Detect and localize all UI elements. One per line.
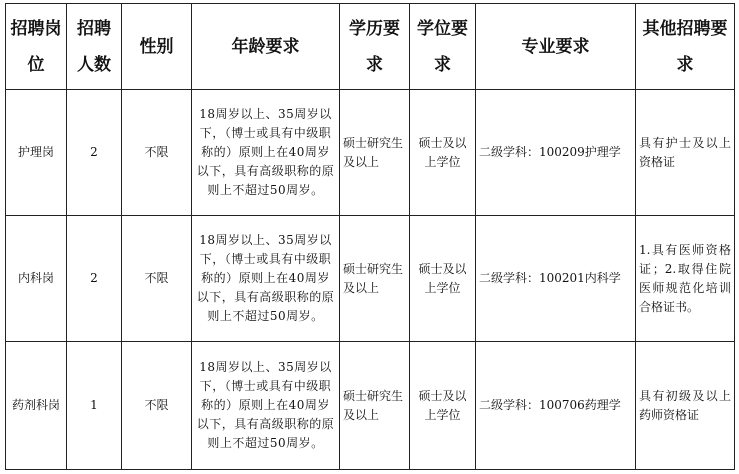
cell-gender: 不限 xyxy=(122,216,192,342)
table-row xyxy=(6,90,735,216)
header-count: 招聘人数 xyxy=(67,4,122,90)
cell-degree: 硕士及以上学位 xyxy=(410,342,476,470)
cell-post: 护理岗 xyxy=(6,90,67,216)
cell-count: 1 xyxy=(67,342,122,470)
cell-degree: 硕士及以上学位 xyxy=(410,216,476,342)
header-major: 专业要求 xyxy=(476,4,636,90)
cell-education: 硕士研究生及以上 xyxy=(340,342,410,470)
header-other: 其他招聘要求 xyxy=(636,4,735,90)
cell-gender: 不限 xyxy=(122,342,192,470)
cell-age: 18周岁以上、35周岁以下，（博士或具有中级职称的）原则上在40周岁以下，具有高级职称的原则上不超过50周岁。 xyxy=(192,342,340,470)
cell-gender: 不限 xyxy=(122,90,192,216)
header-gender: 性别 xyxy=(122,4,192,90)
cell-count: 2 xyxy=(67,90,122,216)
cell-other: 具有初级及以上药师资格证 xyxy=(636,342,735,470)
recruitment-table xyxy=(5,3,735,470)
cell-major: 二级学科：100209护理学 xyxy=(476,90,636,216)
header-education: 学历要求 xyxy=(340,4,410,90)
cell-post: 药剂科岗 xyxy=(6,342,67,470)
cell-age: 18周岁以上、35周岁以下，（博士或具有中级职称的）原则上在40周岁以下，具有高级职称的原则上不超过50周岁。 xyxy=(192,216,340,342)
cell-major: 二级学科：100201内科学 xyxy=(476,216,636,342)
cell-post: 内科岗 xyxy=(6,216,67,342)
cell-count: 2 xyxy=(67,216,122,342)
cell-other: 1.具有医师资格证；2.取得住院医师规范化培训合格证书。 xyxy=(636,216,735,342)
cell-age: 18周岁以上、35周岁以下，（博士或具有中级职称的）原则上在40周岁以下，具有高级职称的原则上不超过50周岁。 xyxy=(192,90,340,216)
cell-degree: 硕士及以上学位 xyxy=(410,90,476,216)
table-row xyxy=(6,216,735,342)
header-degree: 学位要求 xyxy=(410,4,476,90)
header-post: 招聘岗位 xyxy=(6,4,67,90)
cell-other: 具有护士及以上资格证 xyxy=(636,90,735,216)
table-row xyxy=(6,342,735,470)
cell-major: 二级学科：100706药理学 xyxy=(476,342,636,470)
cell-education: 硕士研究生及以上 xyxy=(340,90,410,216)
header-row xyxy=(6,4,735,90)
cell-education: 硕士研究生及以上 xyxy=(340,216,410,342)
header-age: 年龄要求 xyxy=(192,4,340,90)
